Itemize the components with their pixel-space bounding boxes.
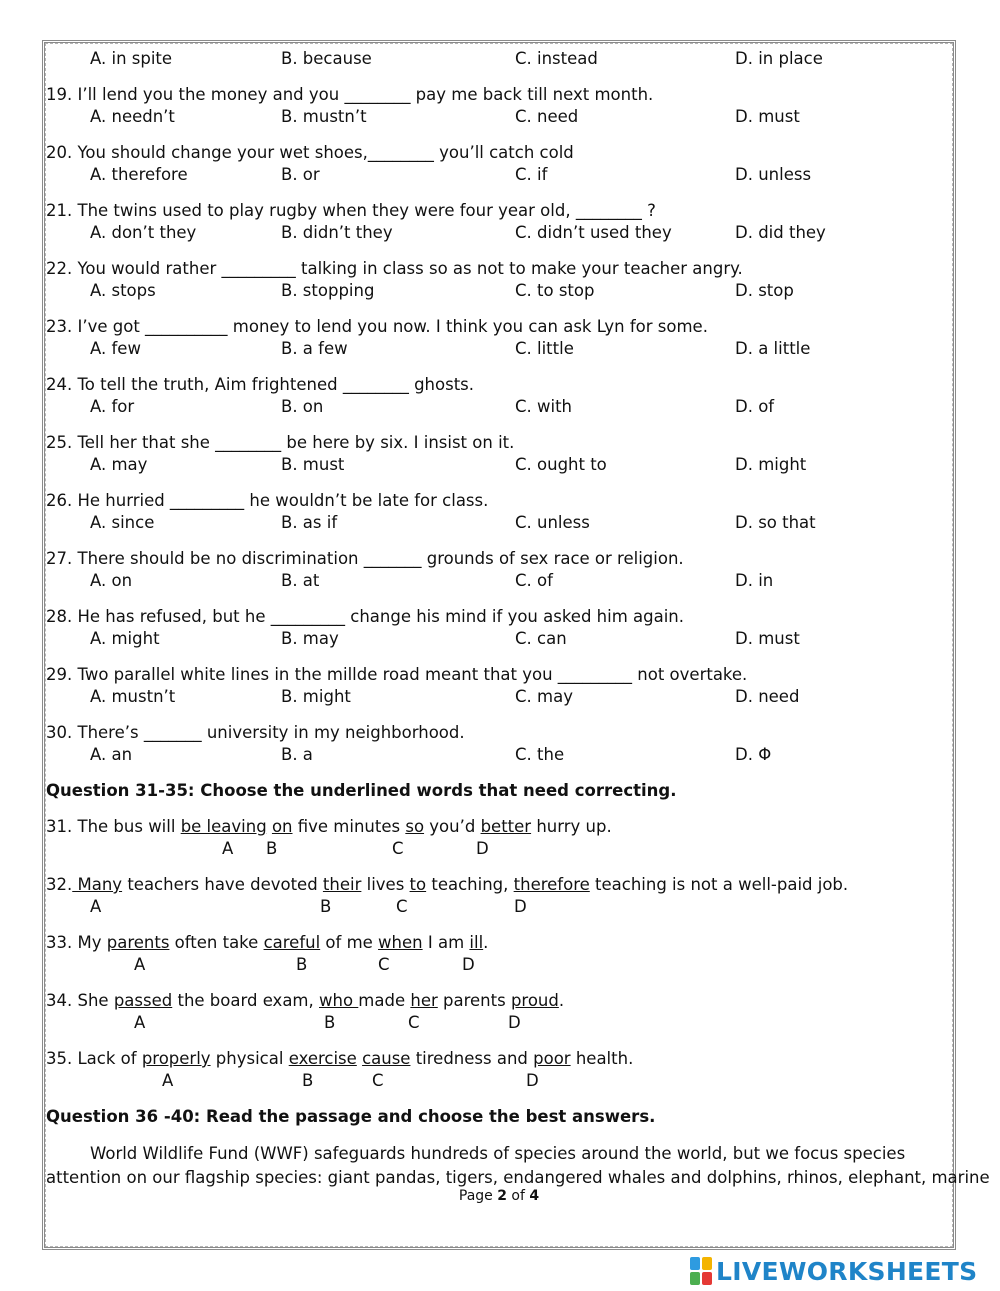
underlined-c[interactable]: to xyxy=(409,875,427,894)
option-a[interactable]: A. since xyxy=(90,513,155,532)
passage-line: attention on our flagship species: giant pandas, tigers, endangered whales and dolphins, rhinos, elephant, marine xyxy=(46,1168,990,1187)
passage-line: World Wildlife Fund (WWF) safeguards hundreds of species around the world, but we focus species xyxy=(90,1144,906,1163)
question-30 xyxy=(46,722,952,766)
question-28 xyxy=(46,606,952,650)
option-b[interactable]: B. at xyxy=(281,571,320,590)
option-b[interactable]: B. a few xyxy=(281,339,348,358)
question-32 xyxy=(46,874,952,918)
option-c[interactable]: C. the xyxy=(515,745,565,764)
question-text: 24. To tell the truth, Aim frightened ________ ghosts. xyxy=(46,375,475,394)
letter-b: B xyxy=(266,839,278,858)
options-row xyxy=(46,106,952,128)
option-b[interactable]: B. as if xyxy=(281,513,338,532)
option-c[interactable]: C. if xyxy=(515,165,548,184)
option-a[interactable]: A. few xyxy=(90,339,141,358)
underlined-a[interactable]: properly xyxy=(141,1049,211,1068)
option-c[interactable]: C. instead xyxy=(515,49,598,68)
text-segment: 33. My xyxy=(46,933,107,952)
letter-b: B xyxy=(296,955,308,974)
options-row xyxy=(46,628,952,650)
letter-a: A xyxy=(134,955,146,974)
option-b[interactable]: B. mustn’t xyxy=(281,107,367,126)
letter-d: D xyxy=(508,1013,521,1032)
option-a[interactable]: A. don’t they xyxy=(90,223,197,242)
question-text xyxy=(46,816,952,838)
question-text: 25. Tell her that she ________ be here by six. I insist on it. xyxy=(46,433,515,452)
section-heading-36-40: Question 36 -40: Read the passage and choose the best answers. xyxy=(46,1107,656,1126)
letter-b: B xyxy=(302,1071,314,1090)
page-label: Page xyxy=(458,1188,498,1204)
answer-letters xyxy=(46,838,952,860)
option-a[interactable]: A. therefore xyxy=(90,165,188,184)
letter-c: C xyxy=(372,1071,384,1090)
text-segment: physical xyxy=(210,1049,289,1068)
underlined-a[interactable]: passed xyxy=(113,991,173,1010)
text-segment: teaching is not a well-paid job. xyxy=(589,875,849,894)
option-d[interactable]: D. of xyxy=(735,397,775,416)
option-c[interactable]: C. of xyxy=(515,571,553,590)
option-c[interactable]: C. ought to xyxy=(515,455,607,474)
underlined-c[interactable]: her xyxy=(410,991,438,1010)
underlined-c[interactable]: when xyxy=(378,933,423,952)
option-a[interactable]: A. an xyxy=(90,745,133,764)
letter-c: C xyxy=(396,897,408,916)
letter-b: B xyxy=(320,897,332,916)
current-page: 2 xyxy=(497,1188,507,1204)
letter-b: B xyxy=(324,1013,336,1032)
option-d[interactable]: D. in xyxy=(735,571,774,590)
question-21 xyxy=(46,200,952,244)
option-b[interactable]: B. because xyxy=(281,49,372,68)
text-segment: parents xyxy=(437,991,511,1010)
letter-c: C xyxy=(408,1013,420,1032)
question-26 xyxy=(46,490,952,534)
text-segment: 35. Lack of xyxy=(46,1049,142,1068)
text-segment: 34. She xyxy=(46,991,114,1010)
question-23 xyxy=(46,316,952,360)
options-row xyxy=(46,744,952,766)
letter-a: A xyxy=(222,839,234,858)
question-33 xyxy=(46,932,952,976)
text-segment: I am xyxy=(422,933,470,952)
text-segment: teaching, xyxy=(426,875,514,894)
reading-passage xyxy=(46,1142,990,1190)
letter-d: D xyxy=(462,955,475,974)
option-c[interactable]: C. to stop xyxy=(515,281,595,300)
underlined-d[interactable]: better xyxy=(480,817,532,836)
question-text: 22. You would rather _________ talking in class so as not to make your teacher angry. xyxy=(46,259,743,278)
text-segment: health. xyxy=(570,1049,634,1068)
answer-letters xyxy=(46,1012,952,1034)
question-24 xyxy=(46,374,952,418)
options-row xyxy=(46,338,952,360)
option-d[interactable]: D. stop xyxy=(735,281,794,300)
option-b[interactable]: B. didn’t they xyxy=(281,223,393,242)
text-segment: five minutes xyxy=(292,817,406,836)
option-a[interactable]: A. stops xyxy=(90,281,156,300)
logo-tiles-icon xyxy=(690,1257,712,1285)
options-row xyxy=(46,686,952,708)
options-row xyxy=(46,570,952,592)
letter-d: D xyxy=(476,839,489,858)
text-segment: 31. The bus will xyxy=(46,817,181,836)
question-text: 21. The twins used to play rugby when they were four year old, ________ ? xyxy=(46,201,656,220)
option-d[interactable]: D. must xyxy=(735,107,800,126)
option-d[interactable]: D. a little xyxy=(735,339,811,358)
question-22 xyxy=(46,258,952,302)
option-c[interactable]: C. can xyxy=(515,629,567,648)
underlined-a[interactable]: parents xyxy=(106,933,170,952)
text-segment: lives xyxy=(361,875,410,894)
question-35 xyxy=(46,1048,952,1092)
page-number xyxy=(46,1188,952,1204)
total-pages: 4 xyxy=(529,1188,540,1204)
underlined-a[interactable]: be leaving xyxy=(180,817,267,836)
underlined-d[interactable]: therefore xyxy=(513,875,590,894)
page-of-label: of xyxy=(506,1188,530,1204)
text-segment: . xyxy=(558,991,565,1010)
option-b[interactable]: B. must xyxy=(281,455,345,474)
option-b[interactable]: B. may xyxy=(281,629,339,648)
option-b[interactable]: B. might xyxy=(281,687,351,706)
letter-a: A xyxy=(162,1071,174,1090)
text-segment: often take xyxy=(169,933,264,952)
option-d[interactable]: D. must xyxy=(735,629,800,648)
question-text: 20. You should change your wet shoes,________ you’ll catch cold xyxy=(46,143,574,162)
option-d[interactable]: D. unless xyxy=(735,165,812,184)
question-text xyxy=(46,874,952,896)
question-20 xyxy=(46,142,952,186)
question-27 xyxy=(46,548,952,592)
option-c[interactable]: C. didn’t used they xyxy=(515,223,672,242)
options-row xyxy=(46,454,952,476)
option-a[interactable]: A. on xyxy=(90,571,133,590)
answer-letters xyxy=(46,954,952,976)
underlined-b[interactable]: their xyxy=(322,875,362,894)
letter-a: A xyxy=(90,897,102,916)
question-text: 29. Two parallel white lines in the millde road meant that you _________ not overtake. xyxy=(46,665,748,684)
letter-c: C xyxy=(378,955,390,974)
option-b[interactable]: B. or xyxy=(281,165,320,184)
text-segment: the board exam, xyxy=(172,991,319,1010)
option-d[interactable]: D. might xyxy=(735,455,807,474)
option-d[interactable]: D. in place xyxy=(735,49,823,68)
option-c[interactable]: C. unless xyxy=(515,513,590,532)
option-d[interactable]: D. did they xyxy=(735,223,826,242)
underlined-b[interactable]: exercise xyxy=(288,1049,357,1068)
text-segment: hurry up. xyxy=(531,817,612,836)
letter-d: D xyxy=(526,1071,539,1090)
question-18 xyxy=(46,48,952,70)
option-c[interactable]: C. with xyxy=(515,397,573,416)
text-segment: of me xyxy=(320,933,379,952)
options-row xyxy=(46,396,952,418)
option-d[interactable]: D. so that xyxy=(735,513,816,532)
question-34 xyxy=(46,990,952,1034)
option-a[interactable]: A. in spite xyxy=(90,49,173,68)
text-segment: made xyxy=(358,991,411,1010)
option-d[interactable]: D. need xyxy=(735,687,800,706)
letter-c: C xyxy=(392,839,404,858)
underlined-b[interactable]: on xyxy=(271,817,293,836)
option-a[interactable]: A. for xyxy=(90,397,135,416)
question-text xyxy=(46,932,952,954)
underlined-b[interactable]: careful xyxy=(263,933,321,952)
question-text: 30. There’s _______ university in my neighborhood. xyxy=(46,723,465,742)
question-25 xyxy=(46,432,952,476)
text-segment: you’d xyxy=(424,817,481,836)
question-29 xyxy=(46,664,952,708)
options-row xyxy=(46,512,952,534)
letter-d: D xyxy=(514,897,527,916)
option-c[interactable]: C. may xyxy=(515,687,573,706)
section-heading-31-35: Question 31-35: Choose the underlined words that need correcting. xyxy=(46,781,677,800)
option-d[interactable]: D. Φ xyxy=(735,745,772,764)
option-b[interactable]: B. a xyxy=(281,745,313,764)
option-c[interactable]: C. need xyxy=(515,107,579,126)
option-a[interactable]: A. needn’t xyxy=(90,107,175,126)
text-segment: teachers have devoted xyxy=(122,875,323,894)
letter-a: A xyxy=(134,1013,146,1032)
option-a[interactable]: A. may xyxy=(90,455,148,474)
text-segment: . xyxy=(483,933,489,952)
text-segment: 32. xyxy=(46,875,73,894)
option-b[interactable]: B. stopping xyxy=(281,281,375,300)
option-b[interactable]: B. on xyxy=(281,397,324,416)
options-row xyxy=(46,164,952,186)
option-c[interactable]: C. little xyxy=(515,339,574,358)
underlined-c[interactable]: cause xyxy=(362,1049,411,1068)
answer-letters xyxy=(46,1070,952,1092)
answer-letters xyxy=(46,896,952,918)
underlined-a[interactable]: Many xyxy=(72,875,123,894)
question-text: 27. There should be no discrimination _______ grounds of sex race or religion. xyxy=(46,549,684,568)
question-text xyxy=(46,1048,952,1070)
liveworksheets-logo[interactable] xyxy=(690,1255,977,1287)
options-row xyxy=(46,280,952,302)
underlined-d[interactable]: proud xyxy=(510,991,559,1010)
question-text: 28. He has refused, but he _________ change his mind if you asked him again. xyxy=(46,607,685,626)
options-row xyxy=(46,222,952,244)
question-19 xyxy=(46,84,952,128)
question-text: 19. I’ll lend you the money and you ________ pay me back till next month. xyxy=(46,85,654,104)
question-text: 23. I’ve got __________ money to lend you now. I think you can ask Lyn for some. xyxy=(46,317,708,336)
options-row xyxy=(46,48,952,70)
option-a[interactable]: A. might xyxy=(90,629,160,648)
logo-text: LIVEWORKSHEETS xyxy=(716,1256,978,1286)
text-segment: tiredness and xyxy=(410,1049,534,1068)
option-a[interactable]: A. mustn’t xyxy=(90,687,176,706)
underlined-d[interactable]: ill xyxy=(469,933,484,952)
underlined-d[interactable]: poor xyxy=(533,1049,571,1068)
underlined-c[interactable]: so xyxy=(405,817,425,836)
underlined-b[interactable]: who xyxy=(319,991,359,1010)
question-31 xyxy=(46,816,952,860)
question-text xyxy=(46,990,952,1012)
question-text: 26. He hurried _________ he wouldn’t be late for class. xyxy=(46,491,489,510)
